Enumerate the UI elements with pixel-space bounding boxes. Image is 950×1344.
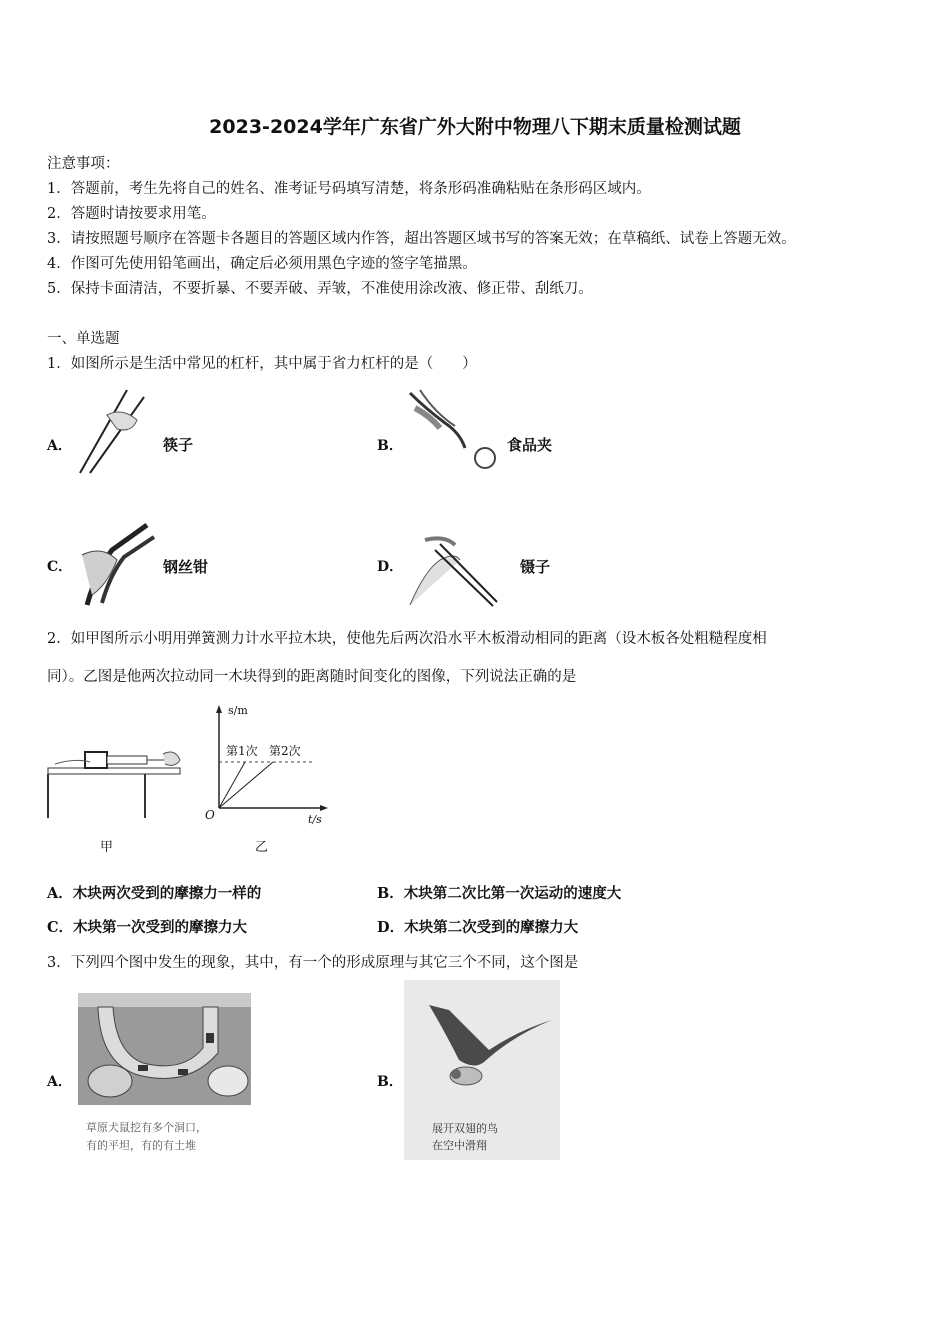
- q1-option-a-letter: A．: [47, 438, 72, 454]
- q1-option-a-name: 筷子: [163, 436, 194, 454]
- q3-stem: 3．下列四个图中发生的现象，其中，有一个的形成原理与其它三个不同，这个图是: [47, 955, 579, 971]
- q1-option-b-letter: B．: [377, 438, 403, 454]
- tweezers-image: [405, 530, 500, 610]
- section-heading: 一、单选题: [47, 331, 120, 347]
- notice-item-1: 1．答题前，考生先将自己的姓名、准考证号码填写清楚，将条形码准确粘贴在条形码区域内。: [47, 181, 651, 197]
- q3-option-b-caption-line1: 展开双翅的鸟: [432, 1122, 498, 1135]
- graph-x-label: t/s: [308, 813, 322, 826]
- q2-option-a: A．木块两次受到的摩擦力一样的: [47, 885, 262, 902]
- q2-stem-line1: 2．如甲图所示小明用弹簧测力计水平拉木块，使他先后两次沿水平木板滑动相同的距离（设木板各处粗糙程度相: [47, 631, 767, 647]
- prairie-dog-burrow-image: [78, 993, 251, 1105]
- food-tongs-image: [405, 388, 505, 478]
- notice-item-2: 2．答题时请按要求用笔。: [47, 206, 216, 222]
- distance-time-graph: [195, 700, 335, 830]
- q1-option-b-name: 食品夹: [507, 436, 553, 454]
- graph-y-label: s/m: [228, 704, 248, 717]
- q1-stem: 1．如图所示是生活中常见的杠杆，其中属于省力杠杆的是（ ）: [47, 356, 477, 372]
- q1-option-c-letter: C．: [47, 559, 73, 575]
- notice-item-5: 5．保持卡面清洁，不要折暴、不要弄破、弄皱，不准使用涂改液、修正带、刮纸刀。: [47, 281, 593, 297]
- q2-stem-line2: 同）。乙图是他两次拉动同一木块得到的距离随时间变化的图像，下列说法正确的是: [47, 669, 577, 685]
- notice-heading: 注意事项：: [47, 156, 120, 172]
- graph-line1-label: 第1次: [226, 744, 258, 758]
- wire-pliers-image: [72, 515, 160, 607]
- graph-line2-label: 第2次: [269, 744, 301, 758]
- q3-option-a-caption-line1: 草原犬鼠挖有多个洞口，: [86, 1121, 207, 1134]
- graph-origin-label: O: [205, 808, 215, 822]
- q2-option-d: D．木块第二次受到的摩擦力大: [377, 919, 579, 936]
- notice-item-3: 3．请按照题号顺序在答题卡各题目的答题区域内作答，超出答题区域书写的答案无效；在草稿纸、试卷上答题无效。: [47, 231, 796, 247]
- page-title: 2023-2024学年广东省广外大附中物理八下期末质量检测试题: [209, 116, 741, 138]
- q3-option-b-letter: B．: [377, 1074, 403, 1090]
- q1-option-c-name: 钢丝钳: [163, 558, 209, 576]
- chopsticks-image: [72, 385, 162, 475]
- q1-option-d-letter: D．: [377, 559, 404, 575]
- q3-option-a-letter: A．: [47, 1074, 72, 1090]
- q3-option-b-caption-line2: 在空中滑翔: [432, 1139, 487, 1152]
- q3-option-a-caption-line2: 有的平坦，有的有土堆: [86, 1139, 196, 1152]
- q1-option-d-name: 镊子: [520, 558, 551, 576]
- spring-scale-setup-figure: [45, 740, 185, 820]
- notice-item-4: 4．作图可先使用铅笔画出，确定后必须用黑色字迹的签字笔描黑。: [47, 256, 477, 272]
- q2-option-c: C．木块第一次受到的摩擦力大: [47, 919, 248, 936]
- q2-option-b: B．木块第二次比第一次运动的速度大: [377, 885, 622, 902]
- figure-jia-label: 甲: [100, 840, 114, 855]
- figure-yi-label: 乙: [255, 840, 269, 855]
